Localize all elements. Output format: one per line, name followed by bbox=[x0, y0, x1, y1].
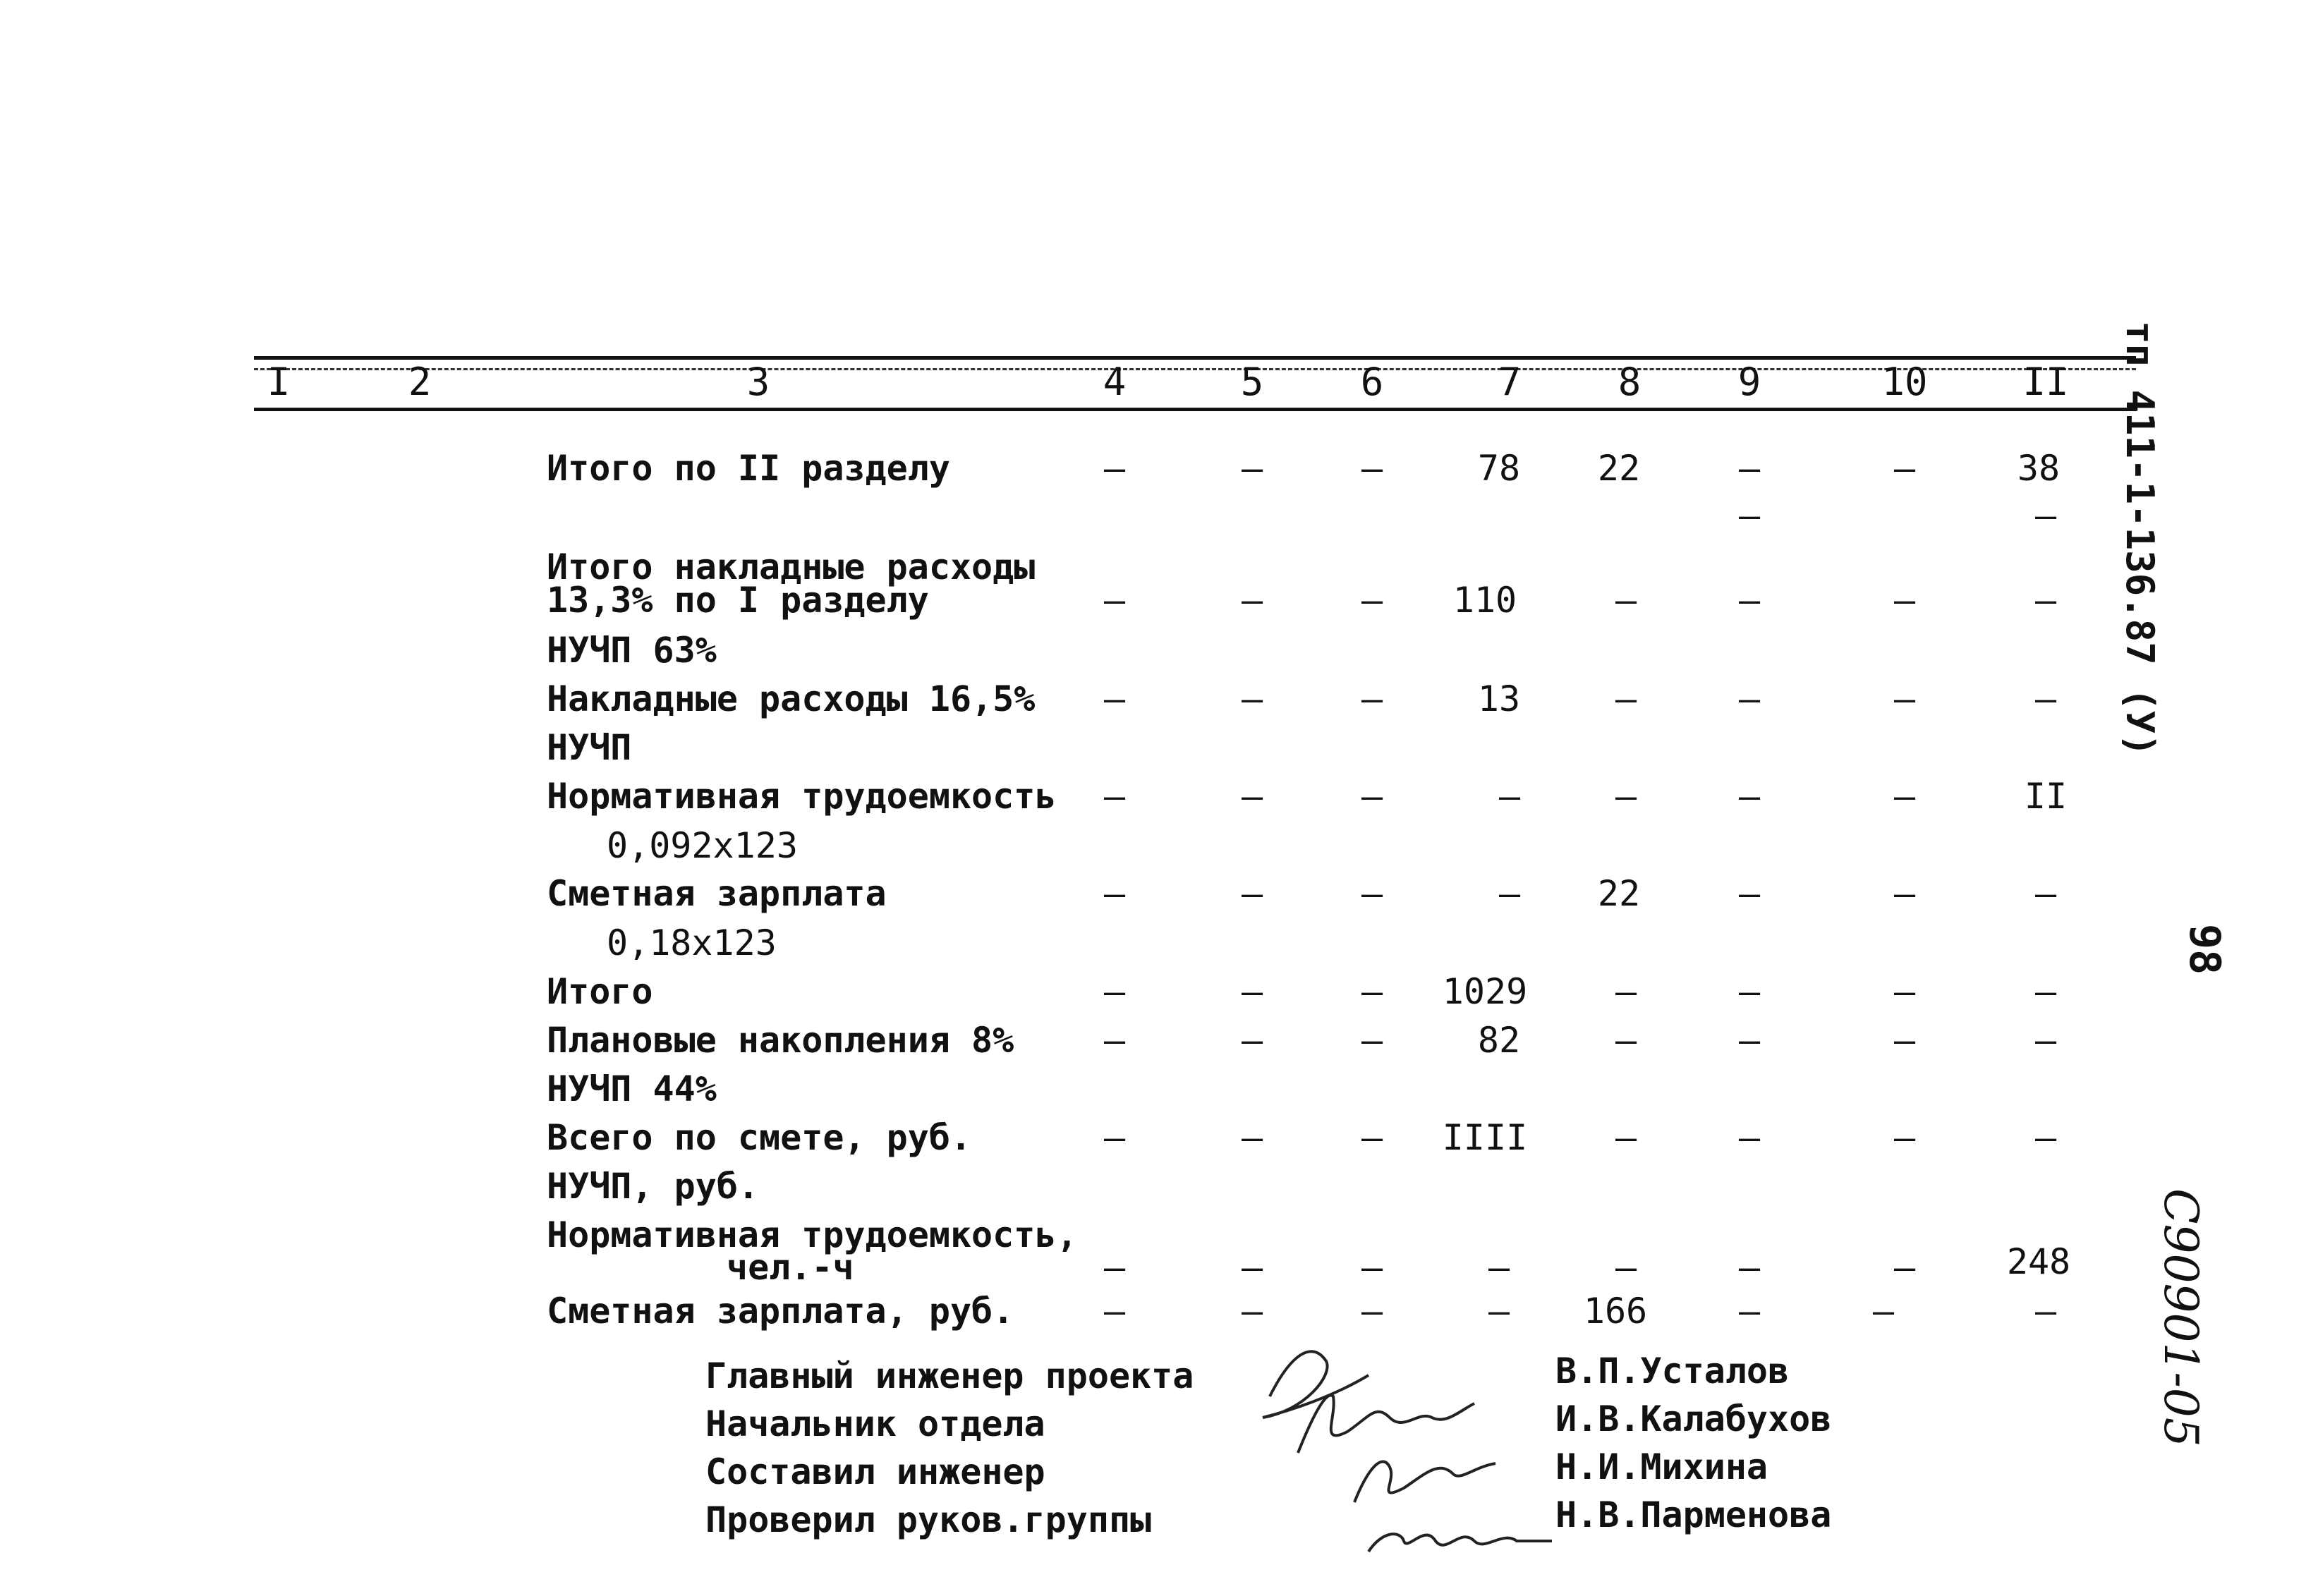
cell-col8: — bbox=[1615, 678, 1637, 719]
cell-col9: — bbox=[1738, 678, 1761, 719]
cell-col6: — bbox=[1361, 678, 1383, 719]
cell-col8: 22 bbox=[1597, 448, 1641, 489]
cell-col5: — bbox=[1241, 873, 1263, 914]
signatory-name: И.В.Калабухов bbox=[1555, 1399, 1832, 1439]
signature-title: Начальник отдела bbox=[705, 1403, 1045, 1444]
cell-col9: — bbox=[1738, 873, 1761, 914]
column-header: 8 bbox=[1618, 360, 1642, 404]
cell-col7: 78 bbox=[1477, 448, 1521, 489]
column-header: 5 bbox=[1240, 360, 1264, 404]
document-code: тп 411-1-136.87 (У) bbox=[2118, 321, 2162, 757]
cell-col10: — bbox=[1893, 448, 1916, 489]
column-header: 6 bbox=[1360, 360, 1384, 404]
signatory-name: В.П.Усталов bbox=[1555, 1351, 1790, 1391]
cell-col9: — bbox=[1738, 1291, 1761, 1332]
header-dashed-rule bbox=[254, 368, 2136, 370]
cell-col5: — bbox=[1241, 971, 1263, 1012]
cell-col4: — bbox=[1103, 873, 1126, 914]
cell-col8: 166 bbox=[1583, 1291, 1648, 1332]
cell-col10: — bbox=[1893, 1247, 1916, 1288]
cell-col4: — bbox=[1103, 1117, 1126, 1158]
cell-col8: — bbox=[1615, 971, 1637, 1012]
cell-col5: — bbox=[1241, 1247, 1263, 1288]
column-header: 4 bbox=[1103, 360, 1127, 404]
cell-col4: — bbox=[1103, 448, 1126, 489]
column-header: 9 bbox=[1737, 360, 1761, 404]
cell-col7: — bbox=[1488, 1247, 1510, 1288]
row-label: Сметная зарплата, руб. bbox=[547, 1291, 1014, 1332]
cell-col10: — bbox=[1893, 580, 1916, 621]
cell-col11: — bbox=[2034, 971, 2057, 1012]
column-header: 3 bbox=[746, 360, 770, 404]
cell-col9: — bbox=[1738, 1020, 1761, 1061]
row-label: НУЧП 63% bbox=[547, 630, 717, 671]
column-header: I bbox=[267, 360, 291, 404]
cell-col4: — bbox=[1103, 1020, 1126, 1061]
column-header: 10 bbox=[1881, 360, 1928, 404]
row-label: Итого bbox=[547, 971, 653, 1012]
cell-col4: — bbox=[1103, 580, 1126, 621]
cell-col10: — bbox=[1893, 971, 1916, 1012]
row-label: НУЧП, руб. bbox=[547, 1166, 760, 1207]
column-header: 2 bbox=[408, 360, 432, 404]
cell-col6: — bbox=[1361, 580, 1383, 621]
cell-col11: — bbox=[2034, 873, 2057, 914]
cell-col11: — bbox=[2034, 1117, 2057, 1158]
cell-col11: — bbox=[2034, 1020, 2057, 1061]
cell-col11-extra: — bbox=[2034, 495, 2057, 536]
cell-col5: — bbox=[1241, 678, 1263, 719]
cell-col7: 1029 bbox=[1442, 971, 1528, 1012]
cell-col8: — bbox=[1615, 580, 1637, 621]
cell-col9: — bbox=[1738, 971, 1761, 1012]
cell-col8: 22 bbox=[1597, 873, 1641, 914]
row-label: Сметная зарплата bbox=[547, 873, 887, 914]
cell-col9: — bbox=[1738, 1117, 1761, 1158]
cell-col6: — bbox=[1361, 1247, 1383, 1288]
cell-col5: — bbox=[1241, 1117, 1263, 1158]
cell-col8: — bbox=[1615, 1020, 1637, 1061]
handwritten-signatures bbox=[1249, 1312, 1559, 1566]
cell-col10: — bbox=[1893, 776, 1916, 817]
cell-col4: — bbox=[1103, 776, 1126, 817]
cell-col7: 110 bbox=[1452, 580, 1517, 621]
cell-col7: — bbox=[1498, 873, 1521, 914]
cell-col7: — bbox=[1498, 776, 1521, 817]
cell-col10: — bbox=[1893, 873, 1916, 914]
row-label: 13,3% по I разделу bbox=[547, 580, 929, 621]
signatory-name: Н.И.Михина bbox=[1555, 1446, 1768, 1487]
cell-col6: — bbox=[1361, 873, 1383, 914]
cell-col7: IIII bbox=[1442, 1117, 1528, 1158]
cell-col9-extra: — bbox=[1738, 495, 1761, 536]
row-sublabel: 0,092х123 bbox=[607, 825, 798, 866]
cell-col4: — bbox=[1103, 678, 1126, 719]
cell-col5: — bbox=[1241, 1291, 1263, 1332]
cell-col4: — bbox=[1103, 1291, 1126, 1332]
cell-col10: — bbox=[1893, 678, 1916, 719]
cell-col6: — bbox=[1361, 1117, 1383, 1158]
cell-col9: — bbox=[1738, 448, 1761, 489]
cell-col8: — bbox=[1615, 1247, 1637, 1288]
signature-title: Составил инженер bbox=[705, 1451, 1045, 1492]
cell-col9: — bbox=[1738, 776, 1761, 817]
cell-col7: 82 bbox=[1477, 1020, 1521, 1061]
cell-col7: — bbox=[1488, 1291, 1510, 1332]
row-label: Всего по смете, руб. bbox=[547, 1117, 972, 1158]
cell-col6: — bbox=[1361, 776, 1383, 817]
cell-col10: — bbox=[1893, 1117, 1916, 1158]
cell-col11: 248 bbox=[2006, 1241, 2071, 1282]
row-label: НУЧП bbox=[547, 727, 632, 768]
cell-col11: — bbox=[2034, 678, 2057, 719]
cell-col6: — bbox=[1361, 971, 1383, 1012]
column-header: II bbox=[2022, 360, 2069, 404]
cell-col8: — bbox=[1615, 1117, 1637, 1158]
cell-col10: — bbox=[1893, 1020, 1916, 1061]
row-sublabel: 0,18х123 bbox=[607, 922, 777, 963]
cell-col6: — bbox=[1361, 1291, 1383, 1332]
header-top-rule bbox=[254, 356, 2136, 360]
cell-col5: — bbox=[1241, 776, 1263, 817]
header-bottom-rule bbox=[254, 408, 2136, 411]
signature-title: Главный инженер проекта bbox=[705, 1356, 1194, 1396]
cell-col9: — bbox=[1738, 580, 1761, 621]
cell-col11: — bbox=[2034, 1291, 2057, 1332]
row-label: Нормативная трудоемкость, bbox=[547, 1214, 1078, 1255]
page-number: 98 bbox=[2180, 924, 2229, 975]
stamp-code: C90901-05 bbox=[2154, 1188, 2208, 1447]
cell-col5: — bbox=[1241, 448, 1263, 489]
cell-col11: II bbox=[2024, 776, 2068, 817]
cell-col6: — bbox=[1361, 1020, 1383, 1061]
row-sublabel: чел.-ч bbox=[727, 1247, 854, 1288]
row-label: Накладные расходы 16,5% bbox=[547, 678, 1036, 719]
signature-title: Проверил руков.группы bbox=[705, 1499, 1152, 1540]
cell-col5: — bbox=[1241, 1020, 1263, 1061]
row-label: Плановые накопления 8% bbox=[547, 1020, 1014, 1061]
cell-col6: — bbox=[1361, 448, 1383, 489]
row-label: Нормативная трудоемкость bbox=[547, 776, 1057, 817]
row-label: Итого по II разделу bbox=[547, 448, 950, 489]
row-label: НУЧП 44% bbox=[547, 1068, 717, 1109]
cell-col11: 38 bbox=[2017, 448, 2061, 489]
column-header: 7 bbox=[1498, 360, 1522, 404]
cell-col10: — bbox=[1872, 1291, 1895, 1332]
signatory-name: Н.В.Парменова bbox=[1555, 1494, 1832, 1535]
cell-col11: — bbox=[2034, 580, 2057, 621]
cell-col8: — bbox=[1615, 776, 1637, 817]
cell-col4: — bbox=[1103, 1247, 1126, 1288]
cell-col9: — bbox=[1738, 1247, 1761, 1288]
cell-col7: 13 bbox=[1477, 678, 1521, 719]
cell-col4: — bbox=[1103, 971, 1126, 1012]
row-label: Итого накладные расходы bbox=[547, 547, 1036, 587]
cell-col5: — bbox=[1241, 580, 1263, 621]
